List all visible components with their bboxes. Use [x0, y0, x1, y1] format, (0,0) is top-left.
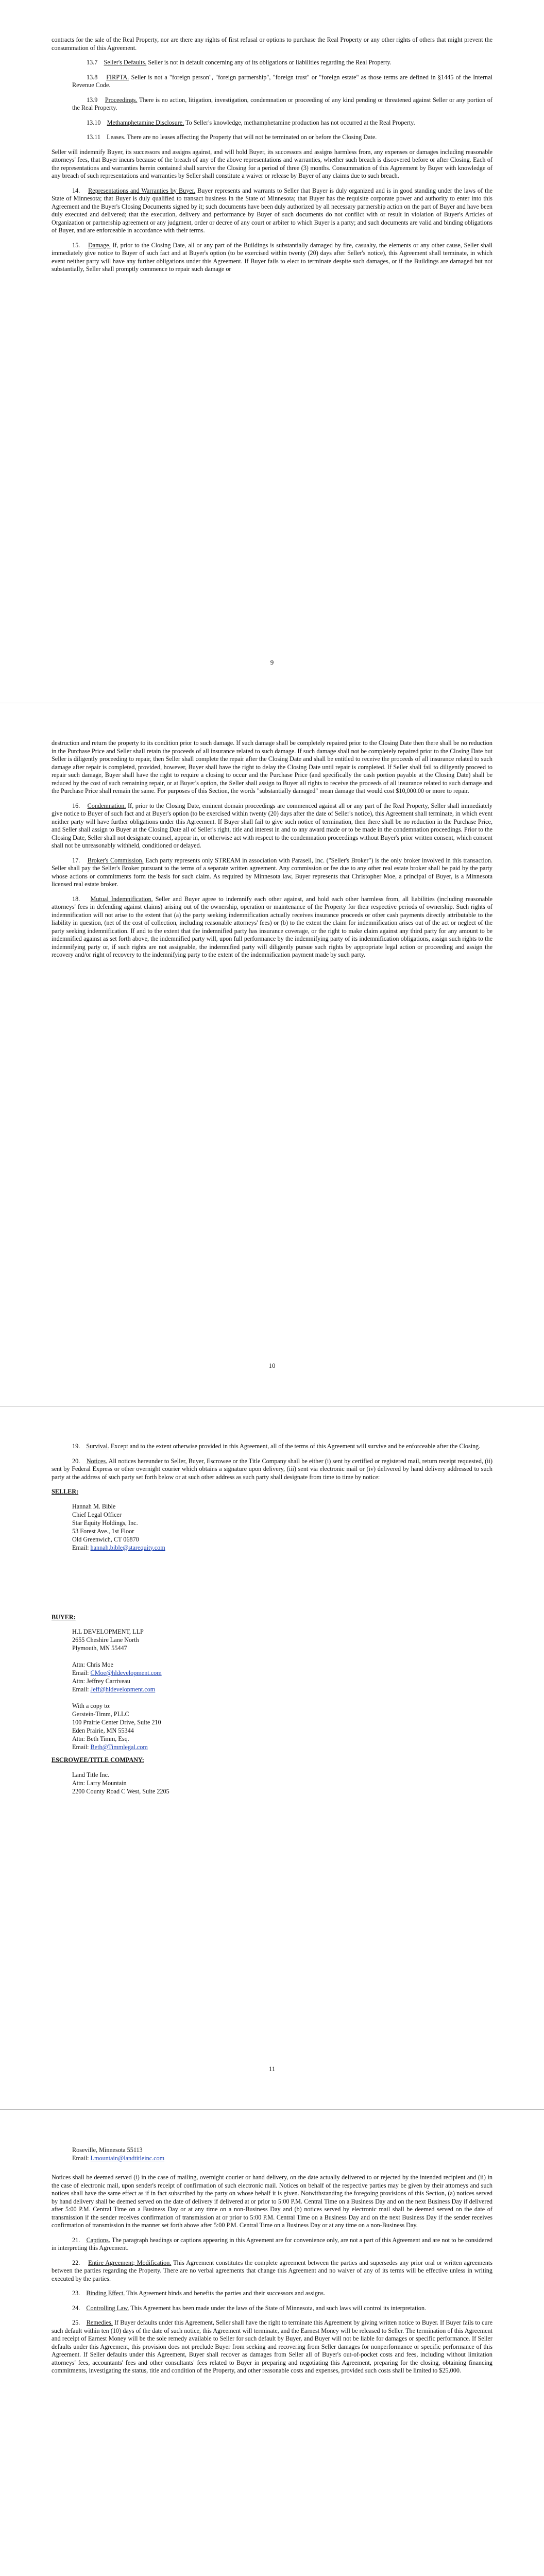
buyer-heading: BUYER:: [52, 1613, 76, 1621]
paragraph-indemnify: Seller will indemnify Buyer, its successors and assigns against, and will hold Buyer, its successors and assigns harmless from, any expenses or damages including reasonable attorneys' fees, that Buyer incurs because of the breach of any of the above representations and warranties, whether such breach is discovered before or after Closing. Each of the representations and warranties herein contained shall survive the Closing for a period of three (3) months. Consummation of this Agreement by Buyer with knowledge of any breach of such representations and warranties by Seller shall constitute a waiver or release by Buyer of any claims due to such breach.: [52, 148, 492, 179]
email-line: [72, 1544, 492, 1552]
section-13-7: [72, 59, 492, 67]
page-body: [52, 1443, 492, 1795]
section-number: 22.: [72, 2259, 80, 2266]
address-line: Attn: Beth Timm, Esq.: [72, 1735, 129, 1742]
address-line: Plymouth, MN 55447: [72, 1645, 127, 1652]
section-number: 23.: [72, 2290, 80, 2297]
section-number: 13.10: [87, 118, 101, 126]
address-line: 2200 County Road C West, Suite 2205: [72, 1787, 169, 1795]
section-title: Condemnation.: [87, 802, 126, 809]
paragraph-continued: destruction and return the property to its condition prior to such damage. If such damage shall be completely repaired prior to the Closing Date then there shall be no reduction in the Purchase Price and Seller shall retain the proceeds of all insurance related to such damage. If such damage shall not be completely repaired prior to the Closing Date but Seller is diligently proceeding to repair, then Seller shall complete the repair after the Closing Date and shall be entitled to receive the proceeds of all insurance related to such damage after repair is completed, provided, however, Buyer shall have the right to delay the Closing Date until repair is completed. If Seller shall fail to diligently proceed to repair such damage, Buyer shall have the right to require a closing to occur and the Purchase Price (and specifically the cash portion payable at the Closing Date) shall be reduced by the cost of such remaining repair, or at Buyer's option, the Seller shall assign to Buyer all rights to receive the proceeds of all insurance related to such damage and the Purchase Price shall remain the same. For purposes of this Section, the words "substantially damaged" mean damage that would cost $10,000.00 or more to repair.: [52, 739, 492, 794]
page-body: [52, 2146, 492, 2382]
section-21: [52, 2236, 492, 2252]
section-text: There is no action, litigation, investigation, condemnation or proceeding of any kind pending or threatened against Seller or any portion of the Real Property.: [72, 96, 492, 111]
email-label: Email:: [72, 1669, 89, 1676]
email-label: Email:: [72, 1544, 89, 1551]
section-title: Damage.: [88, 241, 111, 249]
escrow-heading: ESCROWEE/TITLE COMPANY:: [52, 1756, 144, 1764]
address-line: Chief Legal Officer: [72, 1511, 122, 1518]
address-line: Star Equity Holdings, Inc.: [72, 1519, 138, 1527]
email-line: [72, 1743, 492, 1751]
section-text: Seller is not a "foreign person", "foreign partnership", "foreign trust" or "foreign estate" as those terms are defined in §1445 of the Internal Revenue Code.: [72, 73, 493, 89]
email-line: [72, 1685, 492, 1693]
seller-address-block: [72, 1502, 492, 1552]
section-text: Leases. There are no leases affecting the Property that will not be terminated on or before the Closing Date.: [107, 133, 377, 141]
section-text: Except and to the extent otherwise provided in this Agreement, all of the terms of this Agreement will survive and be enforceable after the Closing.: [110, 1443, 481, 1450]
section-24: [52, 2304, 492, 2313]
section-number: 14.: [72, 187, 80, 194]
address-line: Gerstein-Timm, PLLC: [72, 1710, 129, 1718]
section-title: Representations and Warranties by Buyer.: [88, 187, 196, 194]
section-19: [52, 1443, 492, 1451]
attention-line: Attn: Chris Moe: [72, 1661, 113, 1668]
page-number: 9: [270, 658, 274, 666]
address-line: H.L DEVELOPMENT, LLP: [72, 1628, 144, 1635]
address-line: Attn: Larry Mountain: [72, 1779, 127, 1787]
section-text: To Seller's knowledge, methamphetamine production has not occurred at the Real Property.: [185, 118, 415, 126]
section-number: 16.: [72, 802, 80, 809]
section-number: 13.7: [87, 59, 98, 66]
section-13-11: [72, 133, 492, 142]
section-title: Proceedings.: [105, 96, 138, 104]
section-16: [52, 802, 492, 850]
escrow-address-continued: [72, 2146, 492, 2162]
section-title: Binding Effect.: [86, 2290, 125, 2297]
section-23: [52, 2290, 492, 2298]
section-text: All notices hereunder to Seller, Buyer, Escrowee or the Title Company shall be either (i) sent by certified or registered mail, return receipt requested, (ii) sent by Federal Express or other overnight courier which obtains a signature upon delivery, (iii) sent via electronic mail or (iv) delivered by hand delivery addressed to such party at the address of such party set forth below or at such other address as such party shall designate from time to time by notice:: [52, 1457, 492, 1481]
email-line: [72, 1669, 492, 1677]
copy-email-link[interactable]: Beth@Timmlegal.com: [90, 1743, 148, 1751]
address-line: Eden Prairie, MN 55344: [72, 1727, 134, 1734]
section-18: [52, 895, 492, 959]
page-body: [52, 36, 492, 280]
buyer-address-block: [72, 1628, 492, 1751]
section-number: 17.: [72, 856, 80, 864]
buyer-email-link-2[interactable]: Jeff@hldevelopment.com: [90, 1686, 156, 1693]
section-text: If, prior to the Closing Date, eminent domain proceedings are commenced against all or any part of the Real Property, Seller shall immediately give notice to Buyer of such fact and at Buyer's option (to be exercised within twenty (20) days after the date of Seller's notice), this Agreement shall terminate, in which event neither party will have further obligations under this Agreement. If Buyer shall fail to give such notice of termination, then there shall be no reduction in the Purchase Price, and Seller shall assign to Buyer at the Closing Date all of Seller's right, title and interest in and to any award made or to be made in the condemnation proceedings. Prior to the Closing Date, Seller shall not designate counsel, appear in, or otherwise act with respect to the condemnation proceedings without Buyer's prior written consent, which consent shall not be unreasonably withheld, conditioned or delayed.: [52, 802, 492, 849]
section-text: The paragraph headings or captions appearing in this Agreement are for convenience only, are not a part of this Agreement and are not to be considered in interpreting this Agreement.: [52, 2236, 493, 2251]
page-number: 11: [268, 2065, 276, 2073]
section-number: 18.: [72, 895, 80, 903]
section-title: Seller's Defaults.: [104, 59, 147, 66]
paragraph-intro: contracts for the sale of the Real Property, nor are there any rights of first refusal or options to purchase the Real Property or any other rights of others that might prevent the consummation of this Agreement.: [52, 36, 492, 52]
document-page-11: [0, 1406, 544, 2110]
section-title: Notices.: [86, 1457, 108, 1465]
section-text: If Buyer defaults under this Agreement, Seller shall have the right to terminate this Agreement by giving written notice to Buyer. If Buyer fails to cure such default within ten (10) days of the date of such notice, this Agreement will terminate, and the Earnest Money will be released to Seller. The termination of this Agreement and receipt of Earnest Money will be the sole remedy available to Seller for such default by Buyer, and Buyer will not be liable for damages or specific performance. If Seller defaults under this Agreement, this provision does not preclude Buyer from seeking and recovering from Seller damages for nonperformance or specific performance of this Agreement. If Seller defaults under this Agreement, Buyer shall recover as damages from Seller all of Buyer's out-of-pocket costs and fees, including without limitation attorneys' fees, accountants' fees and other consultants' fees related to Buyer in preparing and negotiating this Agreement, preparing for the closing, obtaining financing commitments, investigating the status, title and condition of the Property, and other reasonable costs and expenses, provided such costs shall be limited to $25,000.: [52, 2319, 492, 2374]
section-22: [52, 2259, 492, 2283]
section-title: Remedies.: [86, 2319, 113, 2326]
section-13-10: [72, 119, 492, 127]
section-number: 13.11: [87, 133, 100, 141]
seller-email-link[interactable]: hannah.bible@starequity.com: [90, 1544, 165, 1551]
email-label: Email:: [72, 2155, 89, 2162]
section-25: [52, 2319, 492, 2375]
section-title: Survival.: [86, 1443, 109, 1450]
paragraph-notices-continued: Notices shall be deemed served (i) in the case of mailing, overnight courier or hand delivery, on the date actually delivered to or rejected by the intended recipient and (ii) in the case of electronic mail, upon sender's receipt of confirmation of such electronic mail. Notices on behalf of the respective parties may be given by their attorneys and such notices shall have the same effect as if in fact subscribed by the party on whose behalf it is given. Notwithstanding the foregoing provisions of this Section, (a) notices served by hand delivery shall be deemed served on the date of delivery if delivered at or prior to 5:00 P.M. Central Time on a Business Day and on the next Business Day if delivered after 5:00 P.M. Central Time on a Business Day or at any time on a non-Business Day and (b) notices served by electronic mail shall be deemed served on the date of transmission if the sender receives confirmation of transmission at or prior to 5:00 P.M. Central Time on a Business Day and on the next Business Day if the sender receives confirmation of transmission in the manner set forth above after 5:00 P.M. Central Time on a Business Day or at any time on a non-Business Day.: [52, 2174, 492, 2229]
section-title: Controlling Law.: [86, 2304, 129, 2312]
section-title: Methamphetamine Disclosure.: [107, 118, 184, 126]
escrow-address-block: [72, 1771, 492, 1795]
section-17: [52, 857, 492, 889]
copy-label: With a copy to:: [72, 1702, 111, 1709]
email-label: Email:: [72, 1686, 89, 1693]
section-title: Mutual Indemnification.: [90, 895, 153, 903]
attention-line: Attn: Jeffrey Carriveau: [72, 1677, 130, 1685]
section-text: This Agreement has been made under the laws of the State of Minnesota, and such laws will control its interpretation.: [130, 2304, 427, 2312]
section-title: Broker's Commission.: [87, 856, 144, 864]
address-line: 2655 Cheshire Lane North: [72, 1636, 139, 1643]
document-page-9: [0, 0, 544, 703]
address-line: Old Greenwich, CT 06870: [72, 1535, 139, 1543]
document-page-10: [0, 703, 544, 1406]
section-number: 21.: [72, 2236, 80, 2244]
section-number: 19.: [72, 1443, 80, 1450]
section-14: [52, 187, 492, 235]
address-line: Roseville, Minnesota 55113: [72, 2146, 143, 2154]
section-number: 24.: [72, 2304, 80, 2312]
address-line: 53 Forest Ave., 1st Floor: [72, 1527, 134, 1535]
document-page-12: [0, 2110, 544, 2576]
section-number: 25.: [72, 2319, 80, 2326]
section-13-9: [72, 96, 492, 112]
section-text: Seller is not in default concerning any of its obligations or liabilities regarding the Real Property.: [148, 59, 392, 66]
section-text: If, prior to the Closing Date, all or any part of the Buildings is substantially damaged by fire, casualty, the elements or any other cause, Seller shall immediately give notice to Buyer of such fact and at Buyer's option (to be exercised within twenty (20) days after Seller's notice), this Agreement shall terminate, in which event neither party will have any further obligations under this Agreement. If Buyer fails to elect to terminate despite such damages, or if the Buildings are damaged but not substantially, Seller shall promptly commence to repair such damage or: [52, 241, 493, 273]
address-line: Land Title Inc.: [72, 1771, 110, 1778]
section-number: 15.: [72, 241, 80, 249]
section-text: This Agreement constitutes the complete agreement between the parties and supersedes any prior oral or written agreements between the parties regarding the Property. There are no verbal agreements that change this Agreement and no waiver of any of its terms will be effective unless in writing executed by the parties.: [52, 2259, 492, 2282]
section-text: Seller and Buyer agree to indemnify each other against, and hold each other harmless from, all liabilities (including reasonable attorneys' fees in defending against claims) arising out of the ownership, operation or maintenance of the Property for their respective periods of ownership. Such rights of indemnification will not arise to the extent that (a) the party seeking indemnification actually receives insurance proceeds or other cash payments directly attributable to the liability in question, (net of the cost of collection, including reasonable attorneys' fees) or (b) to the extent the claim for indemnification arises out of the act or neglect of the party seeking indemnification. If and to the extent that the indemnified party has insurance coverage, or the right to make claim against any third party for any amount to be indemnified against as set forth above, the indemnified party will, upon full performance by the indemnifying party of its indemnification obligations, assign such rights to the indemnifying party or, if such rights are not assignable, the indemnified party will diligently pursue such rights by appropriate legal action or proceeding and assign the recovery and/or right of recovery to the indemnifying party to the extent of the indemnification payment made by such party.: [52, 895, 493, 958]
section-title: Captions.: [86, 2236, 110, 2244]
section-title: Entire Agreement; Modification.: [88, 2259, 172, 2266]
section-20: [52, 1458, 492, 1482]
page-body: [52, 739, 492, 966]
section-13-8: [72, 74, 492, 90]
section-number: 20.: [72, 1457, 80, 1465]
section-number: 13.9: [87, 96, 98, 104]
email-line: [72, 2154, 492, 2162]
address-line: Hannah M. Bible: [72, 1502, 116, 1510]
section-15: [52, 242, 492, 274]
seller-heading: SELLER:: [52, 1488, 79, 1495]
escrow-email-link[interactable]: Lmountain@landtitleinc.com: [90, 2155, 165, 2162]
email-label: Email:: [72, 1743, 89, 1751]
section-text: Buyer represents and warrants to Seller that Buyer is duly organized and is in good standing under the laws of the State of Minnesota; that Buyer is duly qualified to transact business in the State of Minnesota; that Buyer has the requisite corporate power and authority to enter into this Agreement and the Buyer's Closing Documents signed by it; such documents have been duly authorized by all necessary partnership action on the part of Buyer and have been duly executed and delivered; that the execution, delivery and performance by Buyer of such documents do not conflict with or result in violation of Buyer's Articles of Organization or partnership agreement or any judgment, order or decree of any court or arbiter to which Buyer is a party; and such documents are valid and binding obligations of Buyer, and are enforceable in accordance with their terms.: [52, 187, 493, 234]
section-title: FIRPTA.: [106, 73, 129, 81]
buyer-email-link-1[interactable]: CMoe@hldevelopment.com: [90, 1669, 162, 1676]
page-number: 10: [268, 1362, 276, 1369]
section-number: 13.8: [87, 73, 98, 81]
section-text: Each party represents only STREAM in association with Parasell, Inc. ("Seller's Broker") is the only broker involved in this transaction. Seller shall pay the Seller's Broker pursuant to the terms of a separate written agreement. Any commission or fee due to any other real estate broker shall be paid by the party whose actions or commitments form the basis for such claim. As required by Minnesota law, Buyer represents that Christopher Moe, a principal of Buyer, is a Minnesota licensed real estate broker.: [52, 856, 493, 888]
section-text: This Agreement binds and benefits the parties and their successors and assigns.: [126, 2290, 326, 2297]
address-line: 100 Prairie Center Drive, Suite 210: [72, 1719, 161, 1726]
